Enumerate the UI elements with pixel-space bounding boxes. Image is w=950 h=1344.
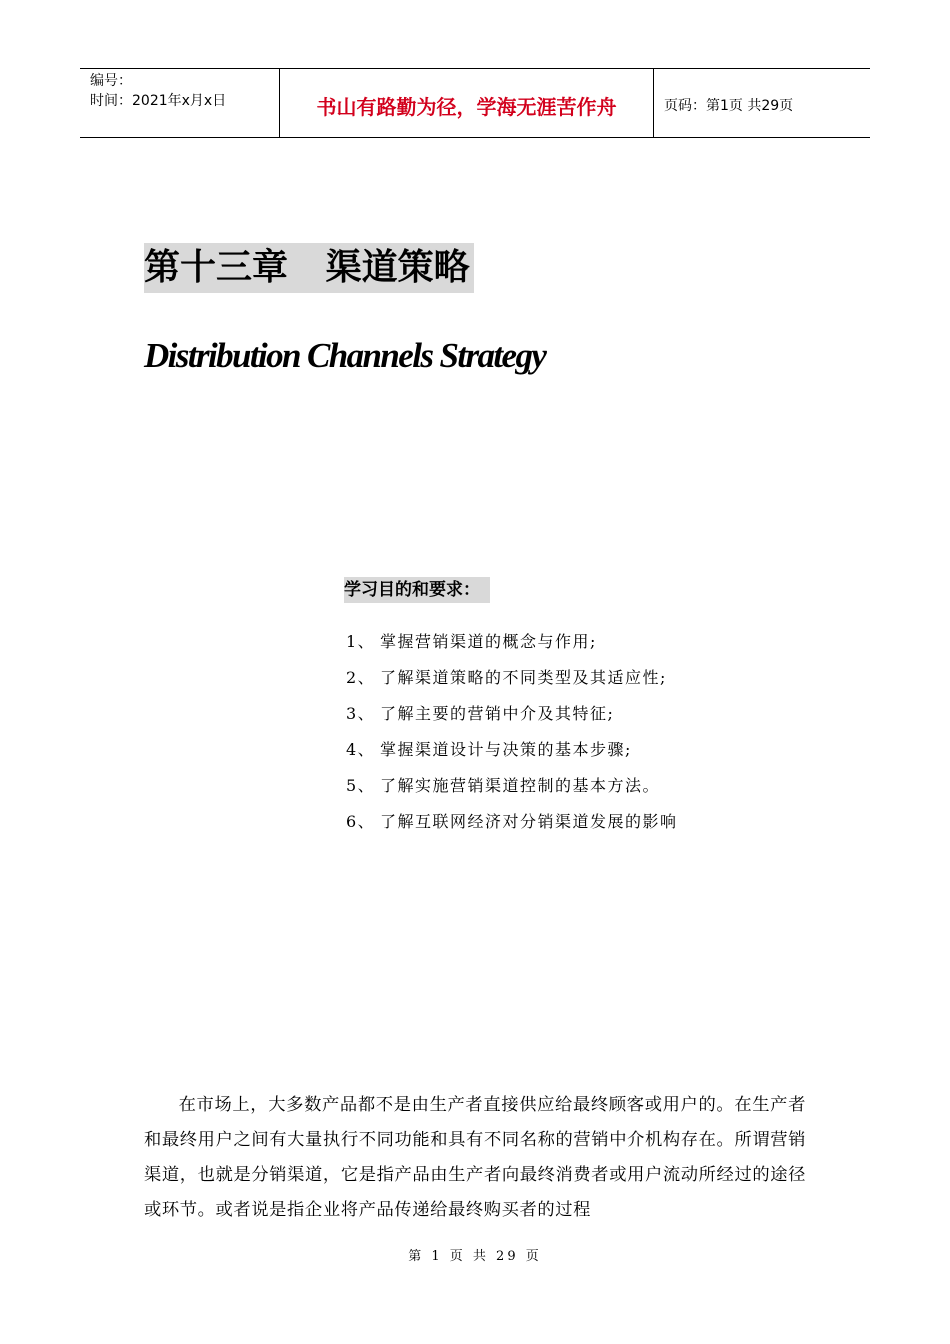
- chapter-english-title: Distribution Channels Strategy: [144, 336, 546, 375]
- header-page-info: 页码：第1页 共29页: [664, 98, 794, 114]
- document-header: [80, 68, 870, 138]
- list-item: [346, 624, 678, 660]
- document-number-label: 编号：: [90, 73, 132, 89]
- header-motto: 书山有路勤为径，学海无涯苦作舟: [280, 69, 654, 137]
- list-item: [346, 696, 678, 732]
- list-item: [346, 768, 678, 804]
- list-item-number: 4、: [346, 740, 376, 759]
- list-item-text: 了解主要的营销中介及其特征;: [380, 704, 615, 723]
- list-item: [346, 660, 678, 696]
- list-item: [346, 804, 678, 840]
- chapter-title: 第十三章 渠道策略: [144, 243, 474, 293]
- list-item-text: 了解渠道策略的不同类型及其适应性;: [380, 668, 667, 687]
- page-footer: 第 1 页 共 29 页: [408, 1249, 542, 1264]
- list-item-number: 6、: [346, 812, 376, 831]
- list-item-text: 了解实施营销渠道控制的基本方法。: [380, 776, 661, 795]
- list-item-text: 掌握渠道设计与决策的基本步骤;: [380, 740, 632, 759]
- objectives-heading: 学习目的和要求：: [344, 577, 490, 603]
- list-item-text: 了解互联网经济对分销渠道发展的影响: [380, 812, 678, 831]
- document-time-label: 时间：2021年x月x日: [90, 93, 227, 109]
- list-item: [346, 732, 678, 768]
- header-meta-cell: [80, 69, 280, 137]
- objectives-list: [346, 624, 678, 840]
- list-item-number: 3、: [346, 704, 376, 723]
- list-item-text: 掌握营销渠道的概念与作用;: [380, 632, 597, 651]
- list-item-number: 1、: [346, 632, 376, 651]
- list-item-number: 5、: [346, 776, 376, 795]
- body-paragraph: 在市场上，大多数产品都不是由生产者直接供应给最终顾客或用户的。在生产者和最终用户之间有大量执行不同功能和具有不同名称的营销中介机构存在。所谓营销渠道，也就是分销渠道，它是指产品由生产者向最终消费者或用户流动所经过的途径或环节。或者说是指企业将产品传递给最终购买者的过程: [144, 1095, 806, 1220]
- list-item-number: 2、: [346, 668, 376, 687]
